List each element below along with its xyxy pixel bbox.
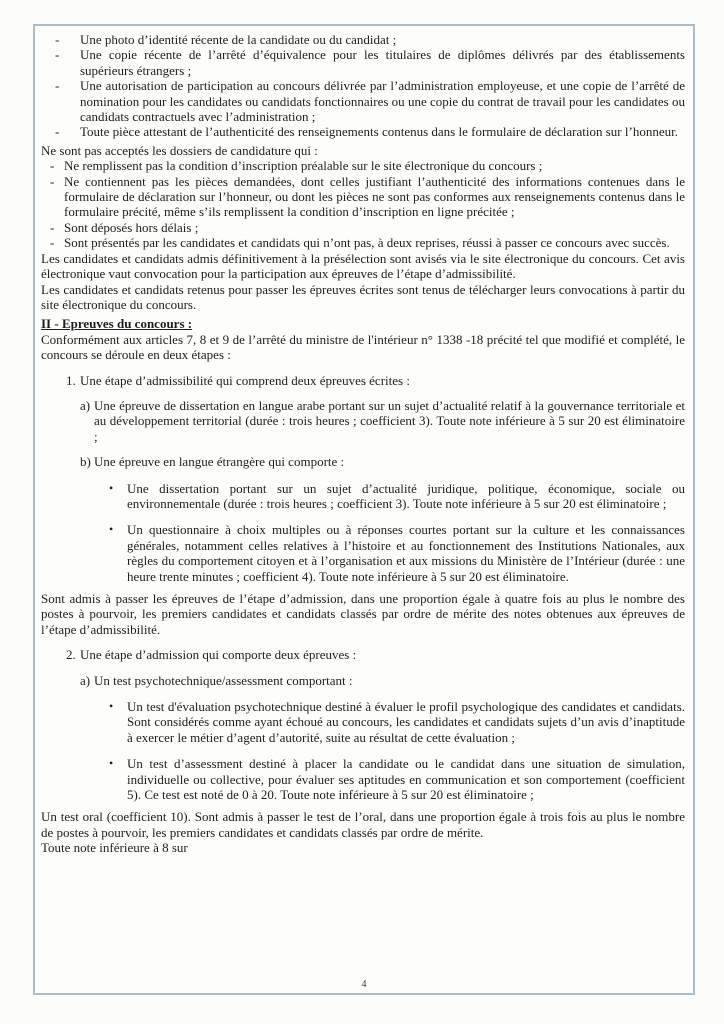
bullet-dissertation-langue-etrangere <box>41 481 685 512</box>
list-item-text: Une copie récente de l’arrêté d’équivalence pour les titulaires de diplômes délivrés par des établissements supérieurs étrangers ; <box>80 47 685 78</box>
paragraph-admission-quota: Sont admis à passer les épreuves de l’étape d’admission, dans une proportion égale à quatre fois au plus le nombre des postes à pourvoir, les premiers candidates et candidats classés par ordre de mérite des notes obtenues aux épreuves de l’étape d’admissibilité. <box>41 591 685 637</box>
list-item <box>41 47 685 78</box>
item-text: Une épreuve de dissertation en langue arabe portant sur un sujet d’actualité relatif à la gouvernance territoriale et au développement territorial (durée : trois heures ; coefficient 3). Toute note inférieure à 5 sur 20 est éliminatoire ; <box>94 397 685 444</box>
item-text: Une épreuve en langue étrangère qui comporte : <box>94 454 345 470</box>
dash-marker: - <box>50 158 55 174</box>
bullet-marker: • <box>109 699 114 714</box>
item-marker: 2. <box>66 647 76 663</box>
list-item <box>41 235 685 250</box>
list-item-text: Sont déposés hors délais ; <box>64 219 199 235</box>
list-item <box>41 174 685 220</box>
paragraph-rejected-intro: Ne sont pas acceptés les dossiers de candidature qui : <box>41 142 318 158</box>
bullet-text: Un test d'évaluation psychotechnique destiné à évaluer le profil psychologique des candidates et candidats. Sont considérés comme ayant échoué au concours, les candidates et candidats sujets d’un avis d’inaptitude à exercer le métier d’agent d’autorité, suite au résultat de cette évaluation ; <box>127 699 685 745</box>
step-text: Une étape d’admissibilité qui comprend deux épreuves écrites : <box>80 372 410 388</box>
bullet-text: Un test d’assessment destiné à placer la candidate ou le candidat dans une situation de simulation, individuelle ou collective, pour évaluer ses aptitudes en communication et son comportement (coefficient 5). Ce test est noté de 0 à 20. Toute note inférieure à 5 sur 20 est éliminatoire ; <box>127 756 685 803</box>
list-item-text: Ne contiennent pas les pièces demandées, dont celles justifiant l’authenticité des informations contenues dans le formulaire de déclaration sur l’honneur, ou dont les pièces ne sont pas conformes aux renseignements contenus dans le formulaire précité, même s’ils remplissent la condition d’inscription en ligne précitée ; <box>64 173 685 220</box>
item-a-test-psychotechnique <box>41 673 685 688</box>
list-item <box>41 220 685 235</box>
dash-marker: - <box>50 219 55 235</box>
bullet-test-assessment <box>41 756 685 802</box>
dash-marker: - <box>55 124 60 140</box>
list-item <box>41 32 685 47</box>
list-item-text: Une photo d’identité récente de la candidate ou du candidat ; <box>80 32 397 47</box>
paragraph-note-8: Toute note inférieure à 8 sur <box>41 840 188 856</box>
item-marker: a) <box>80 672 91 688</box>
item-marker: a) <box>80 397 91 413</box>
rejected-dossiers-list <box>41 158 685 250</box>
bullet-marker: • <box>109 756 114 771</box>
step-1-admissibilite <box>41 373 685 388</box>
list-item-text: Toute pièce attestant de l’authenticité des renseignements contenus dans le formulaire de déclaration sur l’honneur. <box>80 124 678 140</box>
required-documents-list <box>41 32 685 140</box>
bullet-marker: • <box>109 522 114 537</box>
page-number: 4 <box>361 979 367 990</box>
dash-marker: - <box>55 47 60 63</box>
dash-marker: - <box>55 32 60 47</box>
list-item-text: Ne remplissent pas la condition d’inscription préalable sur le site électronique du concours ; <box>64 158 543 174</box>
bullet-test-evaluation-psychotechnique <box>41 699 685 745</box>
paragraph-download-convocations: Les candidates et candidats retenus pour passer les épreuves écrites sont tenus de télécharger leurs convocations à partir du site électronique du concours. <box>41 281 685 312</box>
step-2-admission <box>41 647 685 662</box>
item-b-langue-etrangere <box>41 454 685 469</box>
bullet-text: Une dissertation portant sur un sujet d’actualité juridique, politique, économique, sociale ou environnementale (durée : trois heures ; coefficient 3). Toute note inférieure à 5 sur 20 est éliminatoire ; <box>127 480 685 511</box>
paragraph-test-oral: Un test oral (coefficient 10). Sont admis à passer le test de l’oral, dans une proportion égale à trois fois au plus le nombre de postes à pourvoir, les premiers candidates et candidats classés par ordre de mérite. <box>41 809 685 840</box>
list-item-text: Une autorisation de participation au concours délivrée par l’administration employeuse, et une copie de l’arrêté de nomination pour les candidates ou candidats fonctionnaires ou une copie du contrat de travail pour les candidates ou candidats contractuels avec l’administration ; <box>80 78 685 125</box>
item-marker: b) <box>80 454 91 470</box>
dash-marker: - <box>55 78 60 94</box>
item-marker: 1. <box>66 372 76 388</box>
item-text: Un test psychotechnique/assessment comportant : <box>94 672 353 688</box>
list-item <box>41 158 685 173</box>
dash-marker: - <box>50 173 55 189</box>
list-item <box>41 124 685 139</box>
paragraph-preselection-notice: Les candidates et candidats admis définitivement à la présélection sont avisés via le site électronique du concours. Cet avis électronique vaut convocation pour la participation aux épreuves de l’étape d’admissibilité. <box>41 250 685 282</box>
paragraph-legal-reference: Conformément aux articles 7, 8 et 9 de l’arrêté du ministre de l'intérieur n° 1338 -18 précité tel que modifié et complété, le concours se déroule en deux étapes : <box>41 331 685 363</box>
bullet-text: Un questionnaire à choix multiples ou à réponses courtes portant sur la culture et les connaissances générales, notamment celles relatives à l’histoire et au fonctionnement des Institutions Nationales, aux règles du comportement citoyen et à l’organisation et aux missions du Ministère de l’Intérieur (durée : une heure trente minutes ; coefficient 4). Toute note inférieure à 5 sur 20 est éliminatoire. <box>127 522 685 584</box>
bullet-marker: • <box>109 480 114 495</box>
page-border-frame <box>33 24 695 995</box>
bullet-qcm-culture-generale <box>41 522 685 584</box>
step-text: Une étape d’admission qui comporte deux épreuves : <box>80 647 357 663</box>
document-body <box>35 26 693 856</box>
dash-marker: - <box>50 235 55 251</box>
section-heading-epreuves: II - Epreuves du concours : <box>41 316 193 332</box>
list-item-text: Sont présentés par les candidates et candidats qui n’ont pas, à deux reprises, réussi à passer ce concours avec succès. <box>64 235 670 251</box>
list-item <box>41 78 685 124</box>
item-a-dissertation-arabe <box>41 398 685 444</box>
